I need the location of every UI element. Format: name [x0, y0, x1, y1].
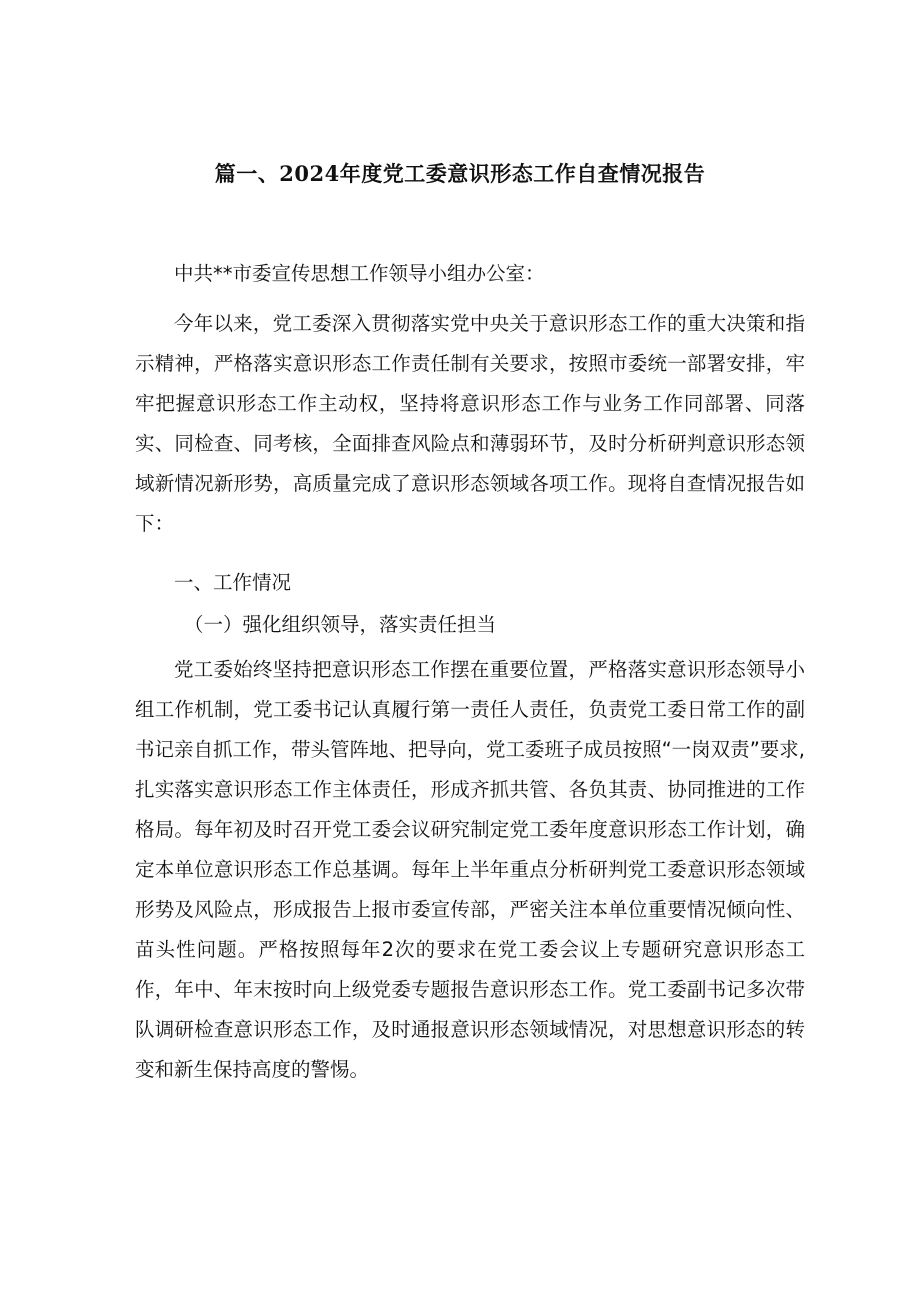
body-paragraph-text: 党工委始终坚持把意识形态工作摆在重要位置，严格落实意识形态领导小组工作机制，党工委书记认真履行第一责任人责任，负责党工委日常工作的副书记亲自抓工作，带头管阵地、把导向，党工委班子成员按照“一岗双责”要求,扎实落实意识形态工作主体责任，形成齐抓共管、各负其责、协同推进的工作格局。每年初及时召开党工委会议研究制定党工委年度意识形态工作计划，确定本单位意识形态工作总基调。每年上半年重点分析研判党工委意识形态领域形势及风险点，形成报告上报市委宣传部，严密关注本单位重要情况倾向性、苗头性问题。严格按照每年2次的要求在党工委会议上专题研究意识形态工作，年中、年末按时向上级党委专题报告意识形态工作。党工委副书记多次带队调研检查意识形态工作，及时通报意识形态领域情况，对思想意识形态的转变和新生保持高度的警惕。: [135, 658, 805, 1081]
body-paragraph: [135, 650, 805, 1090]
intro-paragraph: [135, 304, 805, 544]
document-title: 篇一、2024年度党工委意识形态工作自查情况报告: [214, 161, 706, 186]
salutation: 中共**市委宣传思想工作领导小组办公室：: [174, 262, 545, 285]
section-heading: 一、工作情况: [174, 571, 292, 594]
subsection-heading: （一）强化组织领导，落实责任担当: [184, 613, 497, 636]
intro-paragraph-text: 今年以来，党工委深入贯彻落实党中央关于意识形态工作的重大决策和指示精神，严格落实意识形态工作责任制有关要求，按照市委统一部署安排，牢牢把握意识形态工作主动权，坚持将意识形态工作与业务工作同部署、同落实、同检查、同考核，全面排查风险点和薄弱环节，及时分析研判意识形态领域新情况新形势，高质量完成了意识形态领域各项工作。现将自查情况报告如下：: [135, 312, 805, 535]
